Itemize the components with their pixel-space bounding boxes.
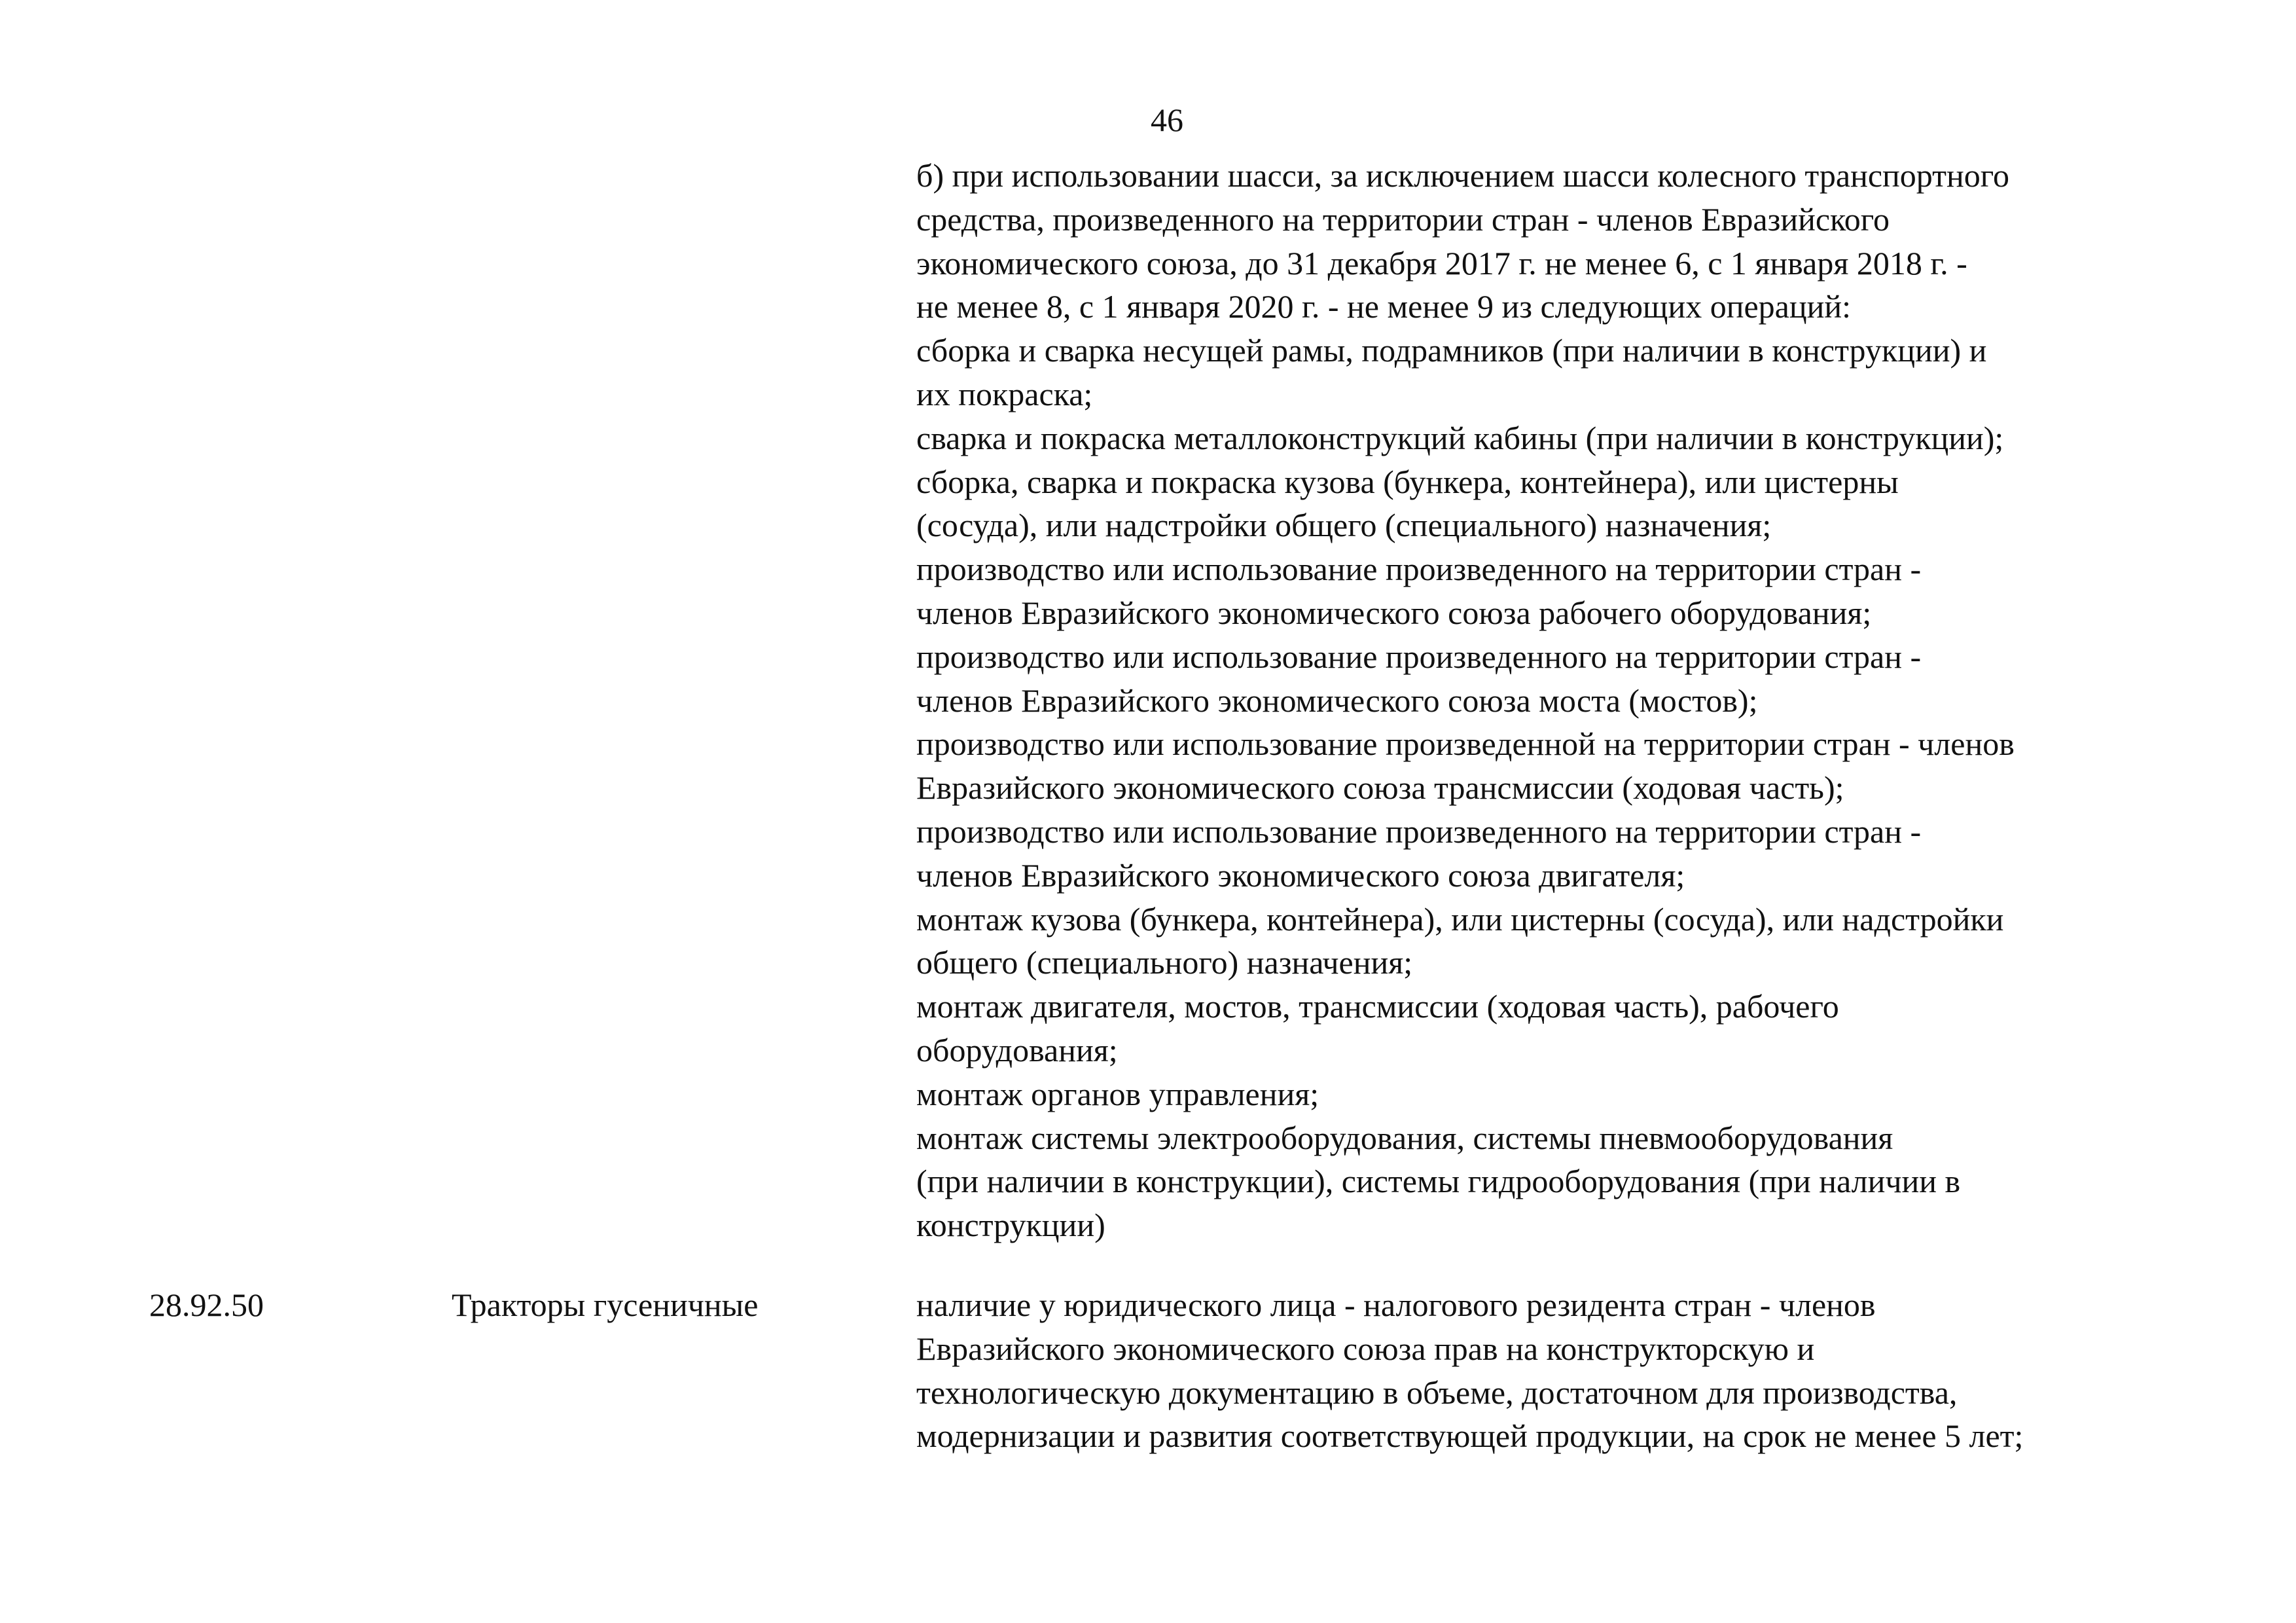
text-line: модернизации и развития соответствующей продукции, на срок не менее 5 лет; — [916, 1417, 2024, 1455]
text-line: не менее 8, с 1 января 2020 г. - не менее 9 из следующих операций: — [916, 288, 1852, 325]
page-number: 46 — [1151, 101, 1183, 138]
text-line: членов Евразийского экономического союза двигателя; — [916, 856, 1685, 894]
text-line: монтаж кузова (бункера, контейнера), или цистерны (сосуда), или надстройки — [916, 900, 2004, 938]
text-line: (при наличии в конструкции), системы гидрооборудования (при наличии в — [916, 1163, 1961, 1200]
text-line: производство или использование произведенного на территории стран - — [916, 551, 1922, 588]
text-line: (сосуда), или надстройки общего (специального) назначения; — [916, 507, 1772, 544]
text-line: средства, произведенного на территории стран - членов Евразийского — [916, 200, 1890, 238]
text-line: Евразийского экономического союза прав на конструкторскую и — [916, 1330, 1815, 1367]
text-line: производство или использование произведенного на территории стран - — [916, 812, 1922, 850]
text-line: производство или использование произведенного на территории стран - — [916, 638, 1922, 675]
text-line: членов Евразийского экономического союза моста (мостов); — [916, 682, 1758, 719]
text-line: монтаж системы электрооборудования, системы пневмооборудования — [916, 1119, 1893, 1156]
text-line: Евразийского экономического союза трансмиссии (ходовая часть); — [916, 769, 1844, 807]
text-line: общего (специального) назначения; — [916, 944, 1413, 981]
text-line: экономического союза, до 31 декабря 2017 г. не менее 6, с 1 января 2018 г. - — [916, 244, 1967, 282]
requirements-continuation — [916, 154, 2015, 1247]
text-line: сварка и покраска металлоконструкций кабины (при наличии в конструкции); — [916, 419, 2004, 456]
product-name: Тракторы гусеничные — [452, 1286, 759, 1323]
text-line: монтаж органов управления; — [916, 1075, 1319, 1112]
product-code: 28.92.50 — [149, 1286, 264, 1323]
text-line: их покраска; — [916, 375, 1093, 412]
product-requirements — [916, 1283, 2023, 1458]
text-line: монтаж двигателя, мостов, трансмиссии (ходовая часть), рабочего — [916, 988, 1839, 1025]
text-line: производство или использование произведенной на территории стран - членов — [916, 725, 2015, 763]
text-line: членов Евразийского экономического союза рабочего оборудования; — [916, 594, 1872, 631]
text-line: сборка, сварка и покраска кузова (бункера, контейнера), или цистерны — [916, 463, 1899, 500]
text-line: технологическую документацию в объеме, достаточном для производства, — [916, 1374, 1958, 1411]
text-line: сборка и сварка несущей рамы, подрамников (при наличии в конструкции) и — [916, 332, 1987, 369]
text-line: наличие у юридического лица - налогового резидента стран - членов — [916, 1286, 1876, 1323]
text-line: конструкции) — [916, 1207, 1105, 1244]
text-line: б) при использовании шасси, за исключением шасси колесного транспортного — [916, 157, 2009, 194]
text-line: оборудования; — [916, 1031, 1118, 1068]
